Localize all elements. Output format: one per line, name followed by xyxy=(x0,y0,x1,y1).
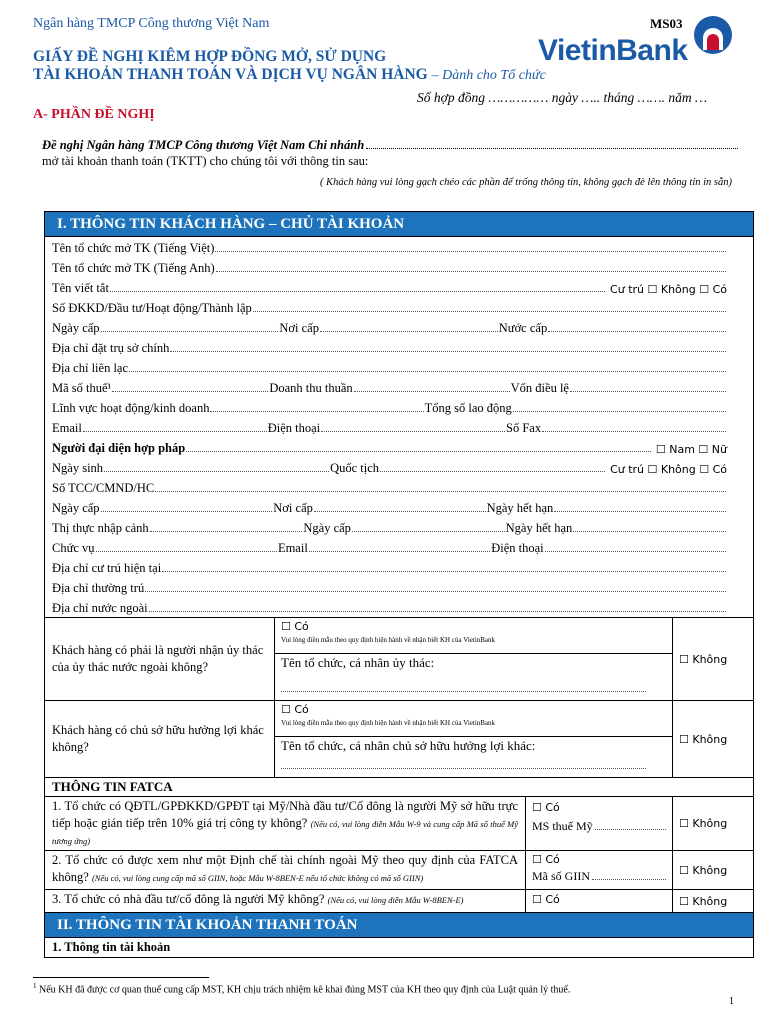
field-input[interactable] xyxy=(104,471,329,472)
field-label: Địa chỉ liên lạc xyxy=(52,361,129,375)
field-input[interactable] xyxy=(150,531,303,532)
section-2-title: II. THÔNG TIN TÀI KHOẢN THANH TOÁN xyxy=(45,912,753,937)
owner-yes-checkbox[interactable]: ☐ Có xyxy=(281,703,309,716)
field-label: Email xyxy=(52,421,82,435)
field-input[interactable] xyxy=(215,251,726,252)
field-label: Ngày cấp xyxy=(52,321,100,335)
form-title-suffix: – Dành cho Tổ chức xyxy=(431,68,546,83)
field-input[interactable] xyxy=(96,551,277,552)
fatca-q2-note: (Nếu có, vui lòng cung cấp mã số GIIN, hoặc Mẫu W-8BEN-E nếu tổ chức không có mã số GIIN) xyxy=(91,873,424,883)
logo-text: VietinBank xyxy=(538,34,688,67)
field-label: Tên tổ chức mở TK (Tiếng Việt) xyxy=(52,241,215,255)
field-label: Vốn điều lệ xyxy=(510,381,569,395)
customer-info-row xyxy=(45,477,753,497)
field-input[interactable] xyxy=(309,551,490,552)
fatca-q2-yes-checkbox[interactable]: ☐ Có xyxy=(532,853,560,866)
field-label: Địa chỉ cư trú hiện tại xyxy=(52,561,162,575)
fatca-q2-no-checkbox[interactable]: ☐ Không xyxy=(679,863,728,877)
field-input[interactable] xyxy=(548,331,726,332)
field-input[interactable] xyxy=(513,411,726,412)
field-label: Điện thoại xyxy=(491,541,544,555)
field-input[interactable] xyxy=(352,531,505,532)
form-title-line2: TÀI KHOẢN THANH TOÁN VÀ DỊCH VỤ NGÂN HÀNG – Dành cho Tổ chức xyxy=(33,66,546,83)
page-number: 1 xyxy=(729,996,734,1007)
footnote: $^1$ Nếu KH đã được cơ quan thuế cung cấp MST, KH chịu trách nhiệm kê khai đúng MST của KH theo quy định của Luật quản lý thuế. xyxy=(33,982,571,996)
owner-name-field[interactable] xyxy=(281,768,646,769)
customer-info-rows xyxy=(45,237,753,617)
field-label: Số ĐKKD/Đầu tư/Hoạt động/Thành lập xyxy=(52,301,252,315)
giin-label: Mã số GIIN xyxy=(532,869,590,883)
trust-no-checkbox[interactable]: ☐ Không xyxy=(679,652,728,666)
field-label: Người đại diện hợp pháp xyxy=(52,441,186,455)
customer-info-row xyxy=(45,317,753,337)
customer-info-row xyxy=(45,377,753,397)
checkbox-option[interactable]: Cư trú ☐ Không ☐ Có xyxy=(610,463,728,476)
trust-question-block xyxy=(45,617,753,700)
owner-name-label: Tên tổ chức, cá nhân chủ sở hữu hưởng lợi khác: xyxy=(281,738,536,753)
field-input[interactable] xyxy=(253,311,726,312)
field-label: Địa chỉ nước ngoài xyxy=(52,601,148,615)
owner-question-block xyxy=(45,700,753,777)
customer-info-row xyxy=(45,577,753,597)
field-input[interactable] xyxy=(570,391,726,392)
contract-number-line[interactable]: Số hợp đồng …………… ngày ….. tháng ……. năm … xyxy=(417,90,707,105)
field-input[interactable] xyxy=(162,571,726,572)
field-label: Lĩnh vực hoạt động/kinh doanh xyxy=(52,401,210,415)
customer-info-row xyxy=(45,397,753,417)
request-line-branch: Đề nghị Ngân hàng TMCP Công thương Việt Nam Chi nhánh xyxy=(42,138,738,153)
owner-no-checkbox[interactable]: ☐ Không xyxy=(679,732,728,746)
us-tax-id-field[interactable] xyxy=(595,819,666,830)
field-input[interactable] xyxy=(101,511,273,512)
owner-question: Khách hàng có chủ sở hữu hưởng lợi khác không? xyxy=(45,701,275,777)
fatca-q3-no-checkbox[interactable]: ☐ Không xyxy=(679,894,728,908)
field-label: Nơi cấp xyxy=(279,321,319,335)
fatca-q3-row xyxy=(45,889,753,912)
field-label: Tổng số lao động xyxy=(424,401,512,415)
field-input[interactable] xyxy=(321,431,505,432)
field-label: Mã số thuế¹ xyxy=(52,381,112,395)
field-input[interactable] xyxy=(320,331,498,332)
field-input[interactable] xyxy=(83,431,267,432)
customer-info-row xyxy=(45,417,753,437)
fatca-q3-note: (Nếu có, vui lòng điền Mẫu W-8BEN-E) xyxy=(327,895,464,905)
vietinbank-logo xyxy=(538,16,738,66)
section-1-title: I. THÔNG TIN KHÁCH HÀNG – CHỦ TÀI KHOẢN xyxy=(45,212,753,237)
customer-info-row xyxy=(45,357,753,377)
field-input[interactable] xyxy=(542,431,726,432)
customer-info-row xyxy=(45,557,753,577)
field-input[interactable] xyxy=(210,411,423,412)
owner-note: Vui lòng điền mẫu theo quy định hiện hành về nhận biết KH của VietinBank xyxy=(281,719,496,727)
field-input[interactable] xyxy=(573,531,726,532)
field-label: Tên tổ chức mở TK (Tiếng Anh) xyxy=(52,261,215,275)
footnote-divider xyxy=(33,977,209,978)
customer-info-row xyxy=(45,437,753,457)
request-line-open-account: mở tài khoản thanh toán (TKTT) cho chúng tôi với thông tin sau: xyxy=(42,154,369,168)
fatca-q3-yes-checkbox[interactable]: ☐ Có xyxy=(532,893,560,906)
fatca-q1: 1. Tổ chức có QĐTL/GPĐKKD/GPĐT tại Mỹ/Nhà đầu tư/Cổ đông là người Mỹ sở hữu trực tiếp hoặc gián tiếp trên 10% giá trị công ty không? (Nếu có, vui lòng điền Mẫu W-9 và cung cấp Mã số thuế Mỹ tương ứng) xyxy=(45,797,526,850)
field-input[interactable] xyxy=(170,351,726,352)
branch-field[interactable] xyxy=(366,138,738,149)
customer-info-row xyxy=(45,597,753,617)
footnote-mark: 1 xyxy=(33,982,37,990)
fatca-q3: 3. Tổ chức có nhà đầu tư/cổ đông là người Mỹ không? (Nếu có, vui lòng điền Mẫu W-8BEN-E) xyxy=(45,890,526,912)
bank-name: Ngân hàng TMCP Công thương Việt Nam xyxy=(33,16,270,31)
field-input[interactable] xyxy=(216,271,726,272)
account-info-subtitle: 1. Thông tin tài khoản xyxy=(45,937,753,958)
field-input[interactable] xyxy=(545,551,726,552)
field-input[interactable] xyxy=(380,471,605,472)
field-input[interactable] xyxy=(129,371,726,372)
customer-info-row xyxy=(45,497,753,517)
field-input[interactable] xyxy=(145,591,726,592)
fatca-q1-row xyxy=(45,796,753,850)
fatca-q1-no-checkbox[interactable]: ☐ Không xyxy=(679,817,728,830)
fatca-q2: 2. Tổ chức có được xem như một Định chế tài chính ngoài Mỹ theo quy định của FATCA không? (Nếu có, vui lòng cung cấp mã số GIIN, hoặc Mẫu W-8BEN-E nếu tổ chức không có mã số GIIN) xyxy=(45,851,526,889)
fatca-title: THÔNG TIN FATCA xyxy=(45,777,753,796)
trust-name-field[interactable] xyxy=(281,691,646,692)
trust-name-label: Tên tổ chức, cá nhân ủy thác: xyxy=(281,655,435,670)
field-input[interactable] xyxy=(354,391,510,392)
field-label: Doanh thu thuần xyxy=(269,381,353,395)
section-a-title: A- PHẦN ĐỀ NGHỊ xyxy=(33,107,155,122)
field-label: Quốc tịch xyxy=(330,461,380,475)
trust-yes-checkbox[interactable]: ☐ Có xyxy=(281,620,309,633)
field-label: Email xyxy=(277,541,308,555)
field-label: Địa chỉ thường trú xyxy=(52,581,145,595)
field-label: Ngày cấp xyxy=(303,521,351,535)
field-label: Địa chỉ đặt trụ sở chính xyxy=(52,341,170,355)
customer-info-row xyxy=(45,517,753,537)
field-label: Nơi cấp xyxy=(273,501,313,515)
logo-mark-icon xyxy=(694,16,732,54)
field-label: Tên viết tắt xyxy=(52,281,109,295)
fatca-q1-yes-checkbox[interactable]: ☐ Có xyxy=(532,801,560,814)
customer-info-row xyxy=(45,277,753,297)
field-input[interactable] xyxy=(112,391,268,392)
field-label: Số TCC/CMND/HC xyxy=(52,481,155,495)
field-label: Số Fax xyxy=(506,421,542,435)
customer-info-row xyxy=(45,257,753,277)
giin-field[interactable] xyxy=(592,869,666,880)
field-input[interactable] xyxy=(314,511,486,512)
customer-info-row xyxy=(45,337,753,357)
trust-question: Khách hàng có phải là người nhận ủy thác của ủy thác nước ngoài không? xyxy=(45,618,275,700)
form-title-line1: GIẤY ĐỀ NGHỊ KIÊM HỢP ĐỒNG MỞ, SỬ DỤNG xyxy=(33,48,387,65)
customer-info-row xyxy=(45,537,753,557)
field-label: Ngày hết hạn xyxy=(505,521,573,535)
customer-info-row xyxy=(45,457,753,477)
customer-info-row xyxy=(45,237,753,257)
fatca-q1-note: (Nếu có, vui lòng điền Mẫu W-9 và cung cấp Mã số thuế Mỹ tương ứng) xyxy=(52,819,519,846)
checkbox-option[interactable]: Cư trú ☐ Không ☐ Có xyxy=(610,283,727,296)
field-input[interactable] xyxy=(186,451,651,452)
fatca-q2-row xyxy=(45,850,753,889)
field-label: Nước cấp xyxy=(498,321,548,335)
field-label: Thị thực nhập cảnh xyxy=(52,521,149,535)
application-form xyxy=(44,211,754,958)
field-input[interactable] xyxy=(110,291,605,292)
field-label: Ngày cấp xyxy=(52,501,100,515)
field-input[interactable] xyxy=(155,491,726,492)
field-label: Ngày hết hạn xyxy=(486,501,554,515)
us-tax-id-label: MS thuế Mỹ xyxy=(532,819,593,833)
field-label: Điện thoại xyxy=(267,421,321,435)
form-code: MS03 xyxy=(650,16,683,31)
field-input[interactable] xyxy=(149,611,726,612)
instruction-note: ( Khách hàng vui lòng gạch chéo các phần để trống thông tin, không gạch đè lên thông tin in sẵn) xyxy=(319,177,732,188)
field-label: Chức vụ xyxy=(52,541,95,555)
customer-info-row xyxy=(45,297,753,317)
checkbox-option[interactable]: ☐ Nam ☐ Nữ xyxy=(655,443,727,456)
field-input[interactable] xyxy=(554,511,726,512)
field-input[interactable] xyxy=(101,331,279,332)
field-label: Ngày sinh xyxy=(52,461,104,475)
trust-note: Vui lòng điền mẫu theo quy định hiện hành về nhận biết KH của VietinBank xyxy=(281,636,496,644)
